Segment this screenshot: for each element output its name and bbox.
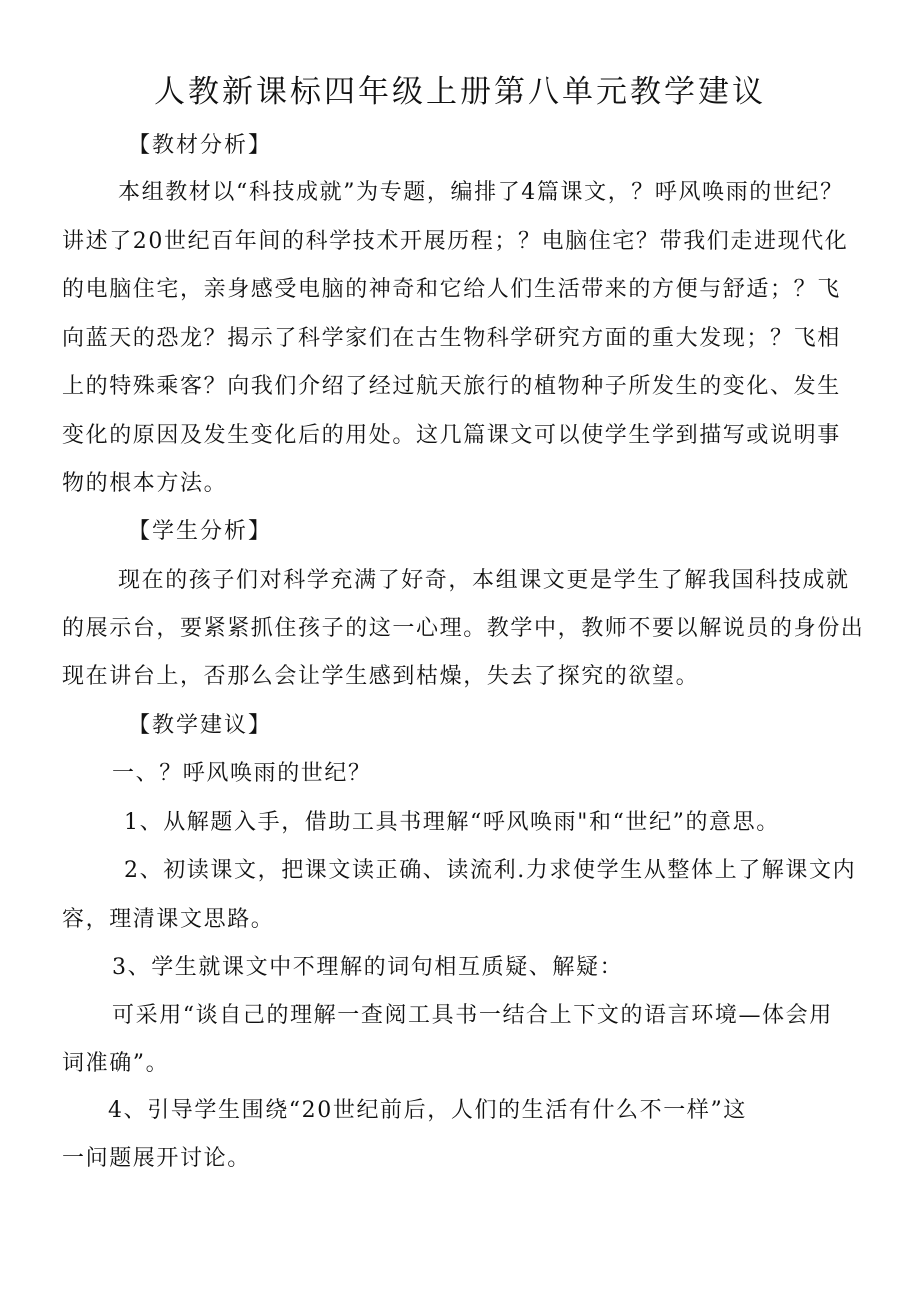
advice-line-6: 词准确”。 <box>62 1051 170 1076</box>
student-analysis-heading: 【学生分析】 <box>128 519 273 544</box>
advice-line-7: 4、引导学生围绕“20世纪前后，人们的生活有什么不一样”这 <box>108 1098 747 1123</box>
advice-line-3: 容，理清课文思路。 <box>62 907 275 932</box>
material-line-3: 的电脑住宅，亲身感受电脑的神奇和它给人们生活带来的方便与舒适；？飞 <box>62 277 841 302</box>
material-line-5: 上的特殊乘客？向我们介绍了经过航天旅行的植物种子所发生的变化、发生 <box>62 374 841 399</box>
student-line-2: 的展示台，要紧紧抓住孩子的这一心理。教学中，教师不要以解说员的身份出 <box>62 616 865 641</box>
advice-line-8: 一问题展开讨论。 <box>62 1146 251 1171</box>
material-line-4: 向蓝天的恐龙？揭示了科学家们在古生物科学研究方面的重大发现；？飞相 <box>62 326 841 351</box>
material-line-7: 物的根本方法。 <box>62 471 228 496</box>
advice-subheading: 一、？呼风唤雨的世纪？ <box>112 761 372 786</box>
material-analysis-heading: 【教材分析】 <box>128 133 273 158</box>
advice-line-2: 2、初读课文，把课文读正确、读流利.力求使学生从整体上了解课文内 <box>124 858 857 883</box>
material-line-1: 本组教材以“科技成就”为专题，编排了4篇课文，？呼风唤雨的世纪？ <box>118 180 844 205</box>
advice-line-4: 3、学生就课文中不理解的词句相互质疑、解疑： <box>112 955 624 980</box>
material-line-6: 变化的原因及发生变化后的用处。这几篇课文可以使学生学到描写或说明事 <box>62 423 841 448</box>
material-line-2: 讲述了20世纪百年间的科学技术开展历程；？电脑住宅？带我们走进现代化 <box>62 229 849 254</box>
document-title: 人教新课标四年级上册第八单元教学建议 <box>154 74 766 110</box>
advice-line-1: 1、从解题入手，借助工具书理解“呼风唤雨"和“世纪”的意思。 <box>124 810 780 835</box>
student-line-1: 现在的孩子们对科学充满了好奇，本组课文更是学生了解我国科技成就 <box>118 568 850 593</box>
advice-line-5: 可采用“谈自己的理解一查阅工具书一结合上下文的语言环境—体会用 <box>112 1003 833 1028</box>
student-line-3: 现在讲台上，否那么会让学生感到枯燥，失去了探究的欲望。 <box>62 664 700 689</box>
teaching-advice-heading: 【教学建议】 <box>128 713 273 738</box>
